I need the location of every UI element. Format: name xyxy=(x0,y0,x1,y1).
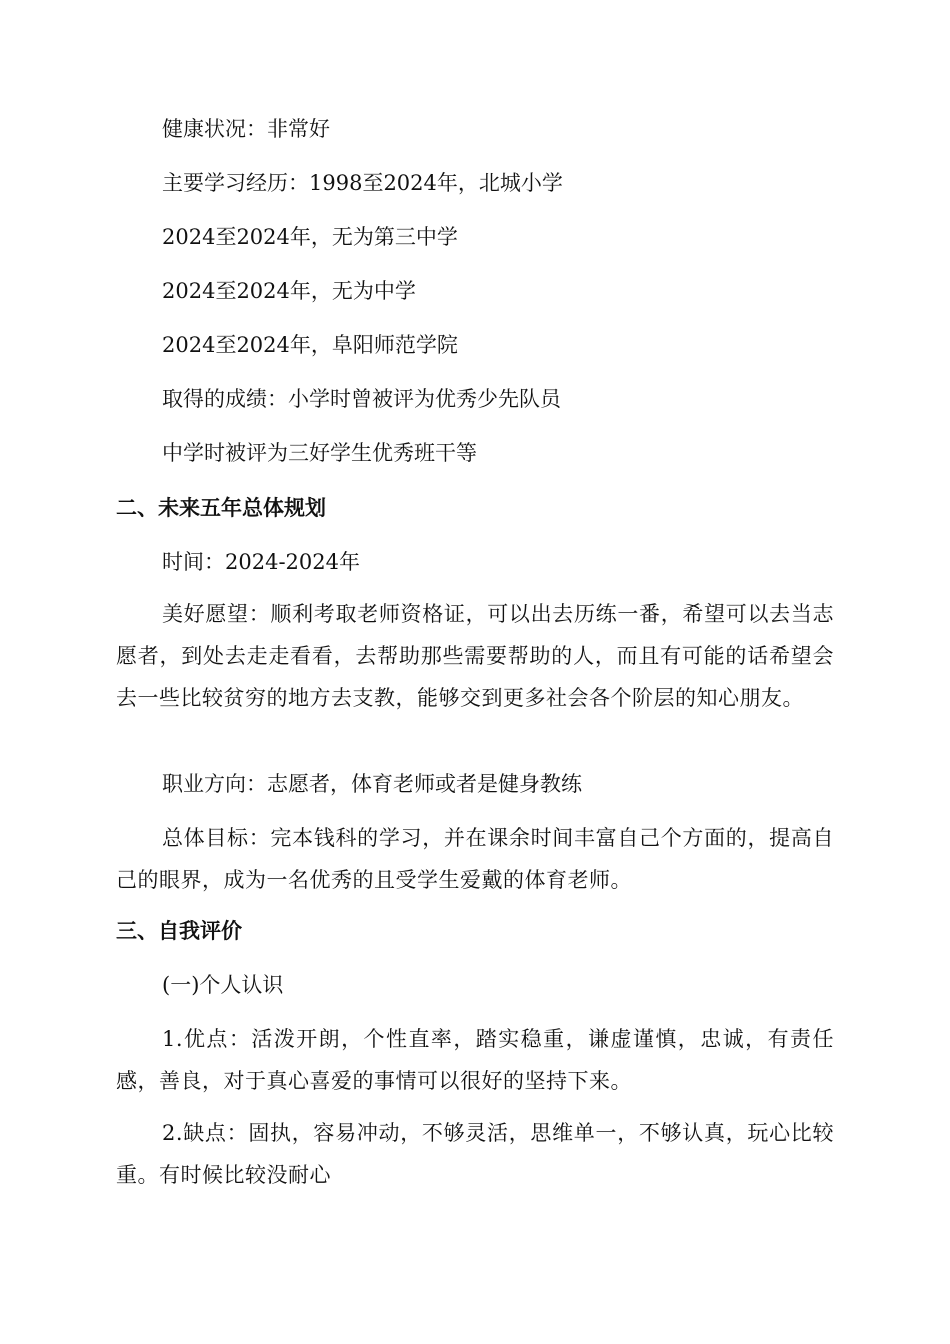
education-line-3: 2024至2024年，无为中学 xyxy=(162,279,416,303)
education-line-1: 主要学习经历：1998至2024年，北城小学 xyxy=(162,171,563,195)
strengths-paragraph: 1.优点：活泼开朗，个性直率，踏实稳重，谦虚谨慎，忠诚，有责任感，善良，对于真心喜爱的事情可以很好的坚持下来。 xyxy=(116,1027,834,1093)
achievements-line-1: 取得的成绩：小学时曾被评为优秀少先队员 xyxy=(162,387,561,411)
subheading-personal-understanding: (一)个人认识 xyxy=(162,973,284,997)
section-heading-plan: 二、未来五年总体规划 xyxy=(116,496,326,520)
plan-time-line: 时间：2024-2024年 xyxy=(162,550,360,574)
career-direction-line: 职业方向：志愿者，体育老师或者是健身教练 xyxy=(162,772,582,796)
section-heading-self-evaluation: 三、自我评价 xyxy=(116,919,242,943)
achievements-line-2: 中学时被评为三好学生优秀班干等 xyxy=(162,441,477,465)
education-line-2: 2024至2024年，无为第三中学 xyxy=(162,225,458,249)
overall-goal-paragraph: 总体目标：完本钱科的学习，并在课余时间丰富自己个方面的，提高自己的眼界，成为一名优秀的且受学生爱戴的体育老师。 xyxy=(116,826,834,892)
weaknesses-paragraph: 2.缺点：固执，容易冲动，不够灵活，思维单一，不够认真，玩心比较重。有时候比较没耐心 xyxy=(116,1121,834,1187)
health-line: 健康状况：非常好 xyxy=(162,117,330,141)
education-line-4: 2024至2024年，阜阳师范学院 xyxy=(162,333,458,357)
plan-wish-paragraph: 美好愿望：顺利考取老师资格证，可以出去历练一番，希望可以去当志愿者，到处去走走看看，去帮助那些需要帮助的人，而且有可能的话希望会去一些比较贫穷的地方去支教，能够交到更多社会各个阶层的知心朋友。 xyxy=(116,602,834,710)
